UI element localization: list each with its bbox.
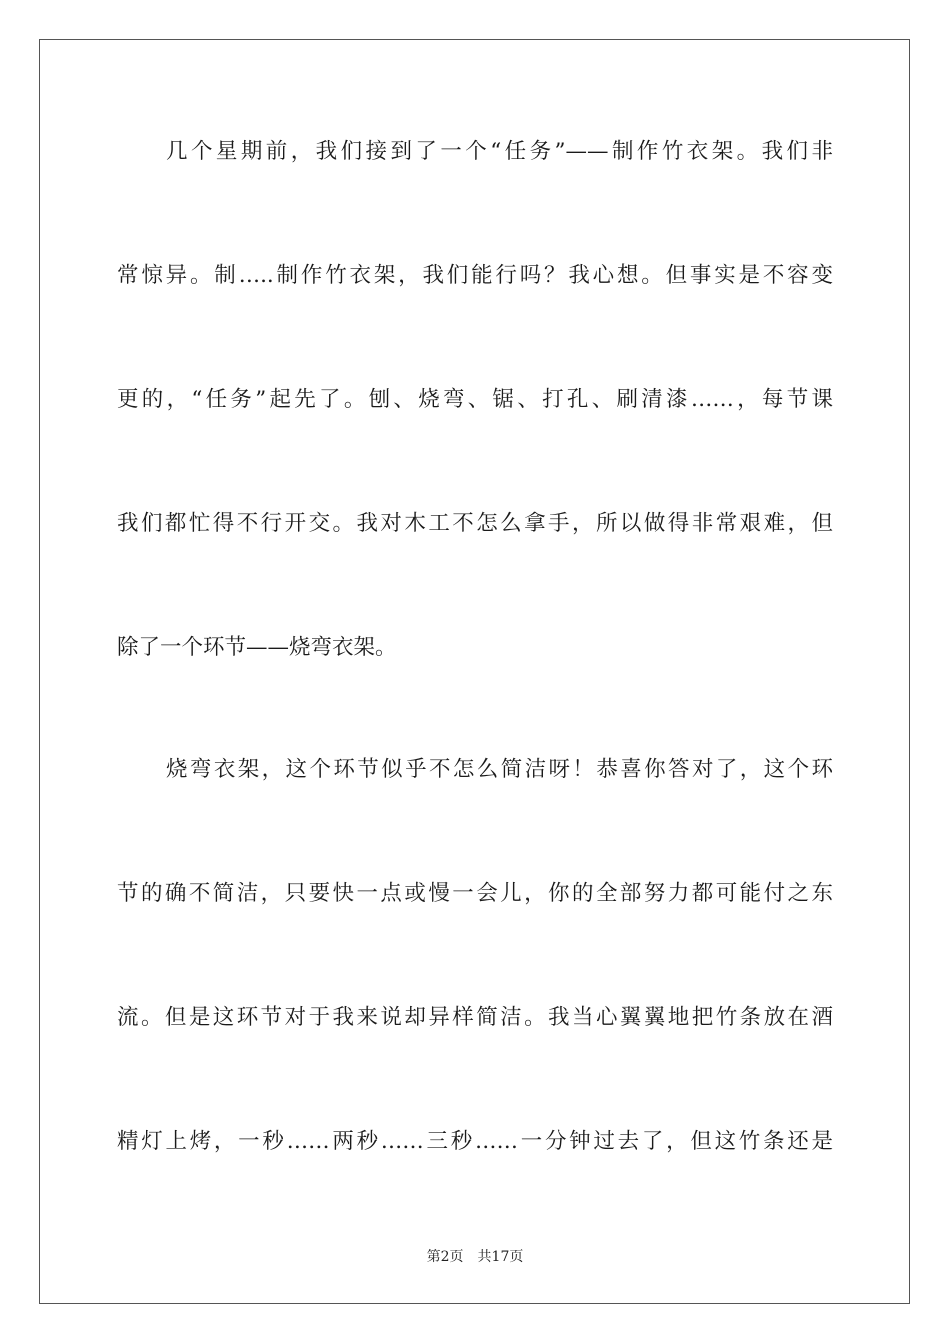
paragraph-1-line-3: 更的，“任务”起先了。刨、烧弯、锯、打孔、刷清漆……，每节课 xyxy=(117,387,833,412)
paragraph-2-line-4: 精灯上烤，一秒……两秒……三秒……一分钟过去了，但这竹条还是 xyxy=(117,1129,833,1154)
paragraph-2-line-2: 节的确不简洁，只要快一点或慢一会儿，你的全部努力都可能付之东 xyxy=(117,881,833,906)
paragraph-1-line-5: 除了一个环节——烧弯衣架。 xyxy=(117,635,397,660)
paragraph-2-line-1: 烧弯衣架，这个环节似乎不怎么简洁呀！恭喜你答对了，这个环 xyxy=(166,757,833,782)
paragraph-1-line-2: 常惊异。制…..制作竹衣架，我们能行吗？我心想。但事实是不容变 xyxy=(117,263,833,288)
paragraph-2-line-3: 流。但是这环节对于我来说却异样简洁。我当心翼翼地把竹条放在酒 xyxy=(117,1005,833,1030)
page-footer xyxy=(0,1246,950,1266)
page-number: 第2页 xyxy=(426,1249,464,1265)
document-body xyxy=(117,127,833,1241)
paragraph-1-line-4: 我们都忙得不行开交。我对木工不怎么拿手，所以做得非常艰难，但 xyxy=(117,511,833,536)
page-total: 共17页 xyxy=(477,1249,524,1265)
paragraph-1-line-1: 几个星期前，我们接到了一个“任务”——制作竹衣架。我们非 xyxy=(166,139,833,164)
